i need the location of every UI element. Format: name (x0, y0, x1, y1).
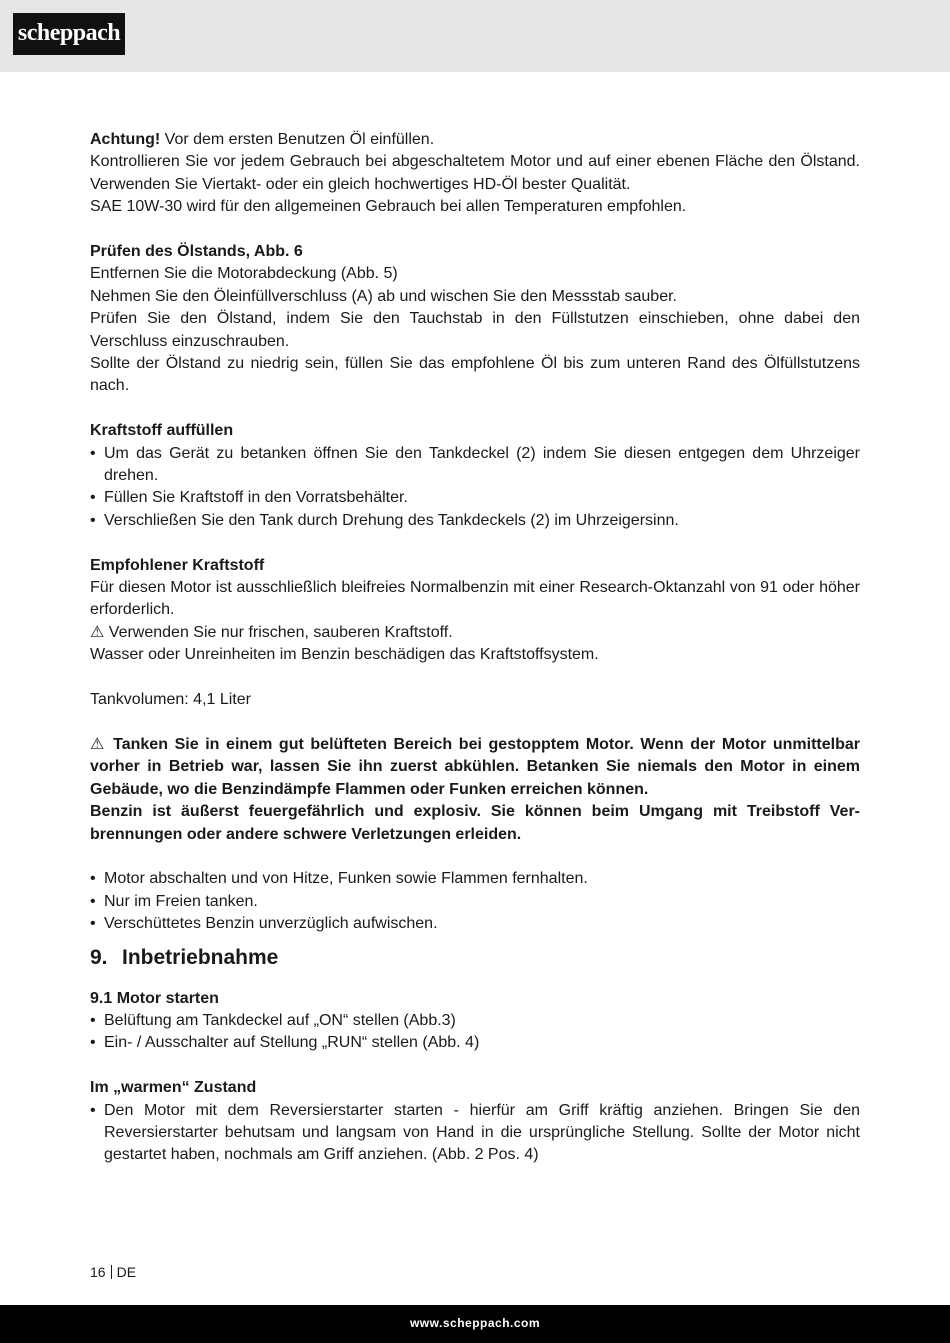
warning-lead: Achtung! (90, 131, 161, 148)
warning-paragraph: ⚠ Verwenden Sie nur frischen, sauberen Kraftstoff. (90, 623, 453, 641)
paragraph: Prüfen Sie den Ölstand, indem Sie den Tauchstab in den Füllstutzen einschieben, ohne dabei den Verschluss einzuschrauben. (90, 310, 860, 350)
oil-paragraph: SAE 10W-30 wird für den allgemeinen Gebrauch bei allen Temperaturen empfohlen. (90, 198, 687, 216)
list-item: • Nur im Freien tanken. (90, 891, 860, 913)
oil-warning (90, 129, 860, 151)
warning-text: Vor dem ersten Benutzen Öl einfüllen. (160, 131, 435, 148)
page-language: DE (116, 1264, 137, 1280)
list-item: • Motor abschalten und von Hitze, Funken sowie Flammen fernhalten. (90, 868, 860, 890)
list-item: • Um das Gerät zu betanken öffnen Sie den Tankdeckel (2) indem Sie diesen entgegen dem Uhrzeiger drehen. (90, 443, 860, 488)
page-content (90, 129, 860, 1167)
section-heading: Prüfen des Ölstands, Abb. 6 (90, 243, 303, 261)
list-item: • Ein- / Ausschalter auf Stellung „RUN“ stellen (Abb. 4) (90, 1032, 860, 1054)
tank-volume: Tankvolumen: 4,1 Liter (90, 691, 251, 709)
section-heading: 9.1 Motor starten (90, 989, 219, 1007)
chapter-heading (90, 944, 860, 972)
page-header (0, 0, 950, 72)
list-item: • Verschüttetes Benzin unverzüglich aufwischen. (90, 913, 860, 935)
oil-paragraph: Kontrollieren Sie vor jedem Gebrauch bei abgeschaltetem Motor und auf einer ebenen Fläche den Ölstand. Verwenden Sie Viertakt- oder ein gleich hochwertiges HD-Öl bester Qualität. (90, 153, 860, 193)
paragraph: Nehmen Sie den Öleinfüllverschluss (A) ab und wischen Sie den Messstab sauber. (90, 287, 677, 305)
scheppach-logo: scheppach (13, 13, 125, 55)
page-number-value: 16 (90, 1264, 106, 1280)
list-item: • Den Motor mit dem Reversierstarter starten - hierfür am Griff kräftig anziehen. Bringen Sie den Reversierstarter behutsam und langsam von Hand in die ursprüngliche Stellung. Sollte der Motor nicht gestartet haben, nochmals am Griff anziehen. (Abb. 2 Pos. 4) (90, 1100, 860, 1167)
paragraph: Wasser oder Unreinheiten im Benzin beschädigen das Kraftstoffsystem. (90, 646, 599, 664)
fuel-warning: Benzin ist äußerst feuergefährlich und explosiv. Sie können beim Umgang mit Treibstoff Verbrennungen oder andere schwere Verletzungen erleiden. (90, 803, 860, 843)
section-heading: Kraftstoff auffüllen (90, 422, 234, 440)
list-item: • Verschließen Sie den Tank durch Drehung des Tankdeckels (2) im Uhrzeigersinn. (90, 510, 860, 532)
fuel-warning: ⚠ Tanken Sie in einem gut belüfteten Bereich bei gestopptem Motor. Wenn der Motor unmittelbar vorher in Betrieb war, lassen Sie ihn zuerst abkühlen. Betanken Sie niemals den Motor in einem Gebäude, wo die Benzindämpfe Flammen oder Funken erreichen können. (90, 735, 860, 798)
page-number (90, 1263, 136, 1281)
section-heading: Empfohlener Kraftstoff (90, 556, 265, 574)
paragraph: Sollte der Ölstand zu niedrig sein, füllen Sie das empfohlene Öl bis zum unteren Rand des Ölfüllstutzens nach. (90, 355, 860, 395)
section-heading: Im „warmen“ Zustand (90, 1079, 257, 1097)
paragraph: Entfernen Sie die Motorabdeckung (Abb. 5) (90, 265, 398, 283)
chapter-number: 9. (90, 945, 108, 969)
footer-url: www.scheppach.com (409, 1316, 541, 1330)
page-footer (0, 1305, 950, 1343)
list-item: • Belüftung am Tankdeckel auf „ON“ stellen (Abb.3) (90, 1010, 860, 1032)
paragraph: Für diesen Motor ist ausschließlich bleifreies Normalbenzin mit einer Research-Oktanzahl von 91 oder höher erforderlich. (90, 579, 860, 619)
chapter-title: Inbetriebnahme (122, 945, 279, 969)
list-item: • Füllen Sie Kraftstoff in den Vorratsbehälter. (90, 487, 860, 509)
